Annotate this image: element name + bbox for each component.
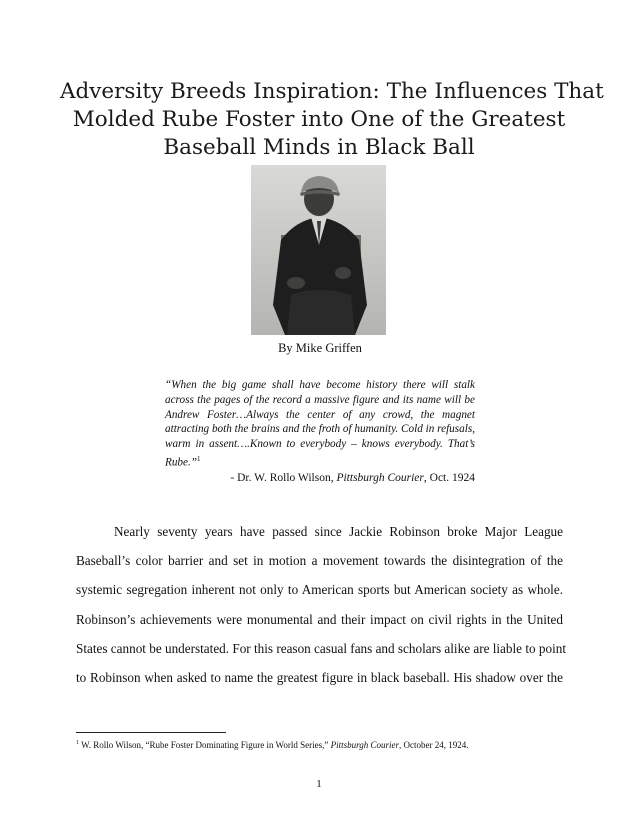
- title-line-1: Adversity Breeds Inspiration: The Influences That: [60, 79, 604, 104]
- footnote-source: Pittsburgh Courier: [330, 740, 400, 750]
- attribution-suffix: , Oct. 1924: [423, 472, 475, 484]
- attribution-source: Pittsburgh Courier: [336, 472, 424, 484]
- footnote-marker: 1: [76, 740, 79, 746]
- title-line-2: Molded Rube Foster into One of the Greatest: [72, 107, 566, 132]
- page-number: 1: [316, 778, 322, 790]
- epigraph-quote: [165, 378, 475, 471]
- body-line-2: Baseball’s color barrier and set in motion a movement towards the disintegration of the: [76, 553, 563, 569]
- body-line-1: Nearly seventy years have passed since Jackie Robinson broke Major League: [114, 524, 563, 539]
- body-line-4: Robinson’s achievements were monumental and their impact on civil rights in the United: [76, 611, 563, 627]
- footnote-suffix: , October 24, 1924.: [399, 740, 469, 750]
- portrait-photo-icon: [251, 165, 386, 335]
- body-paragraph: [76, 517, 566, 692]
- footnote-divider: [76, 732, 226, 733]
- paper-title: [60, 78, 604, 162]
- title-line-3: Baseball Minds in Black Ball: [163, 135, 475, 160]
- epigraph-text: “When the big game shall have become history there will stalk across the pages of the record a massive figure and its name will be Andrew Foster…Always the center of any crowd, the magnet attracting both the brains and the froth of humanity. Cold in refusals, warm in assent….Known to everybody – knows everybody. That’s Rube.”: [165, 379, 475, 469]
- body-line-5: States cannot be understated. For this reason casual fans and scholars alike are liable to point: [76, 640, 566, 656]
- body-line-3: systemic segregation inherent not only to American sports but American society as whole.: [76, 582, 563, 598]
- epigraph-footnote-marker[interactable]: 1: [197, 454, 201, 463]
- body-line-6: to Robinson when asked to name the greatest figure in black baseball. His shadow over the: [76, 670, 563, 686]
- portrait-photo: [251, 165, 386, 335]
- author-byline: By Mike Griffen: [278, 341, 362, 355]
- footnote: [76, 740, 566, 750]
- attribution-prefix: - Dr. W. Rollo Wilson,: [230, 472, 337, 484]
- footnote-prefix: W. Rollo Wilson, “Rube Foster Dominating Figure in World Series,”: [79, 740, 331, 750]
- epigraph-attribution: [165, 472, 475, 484]
